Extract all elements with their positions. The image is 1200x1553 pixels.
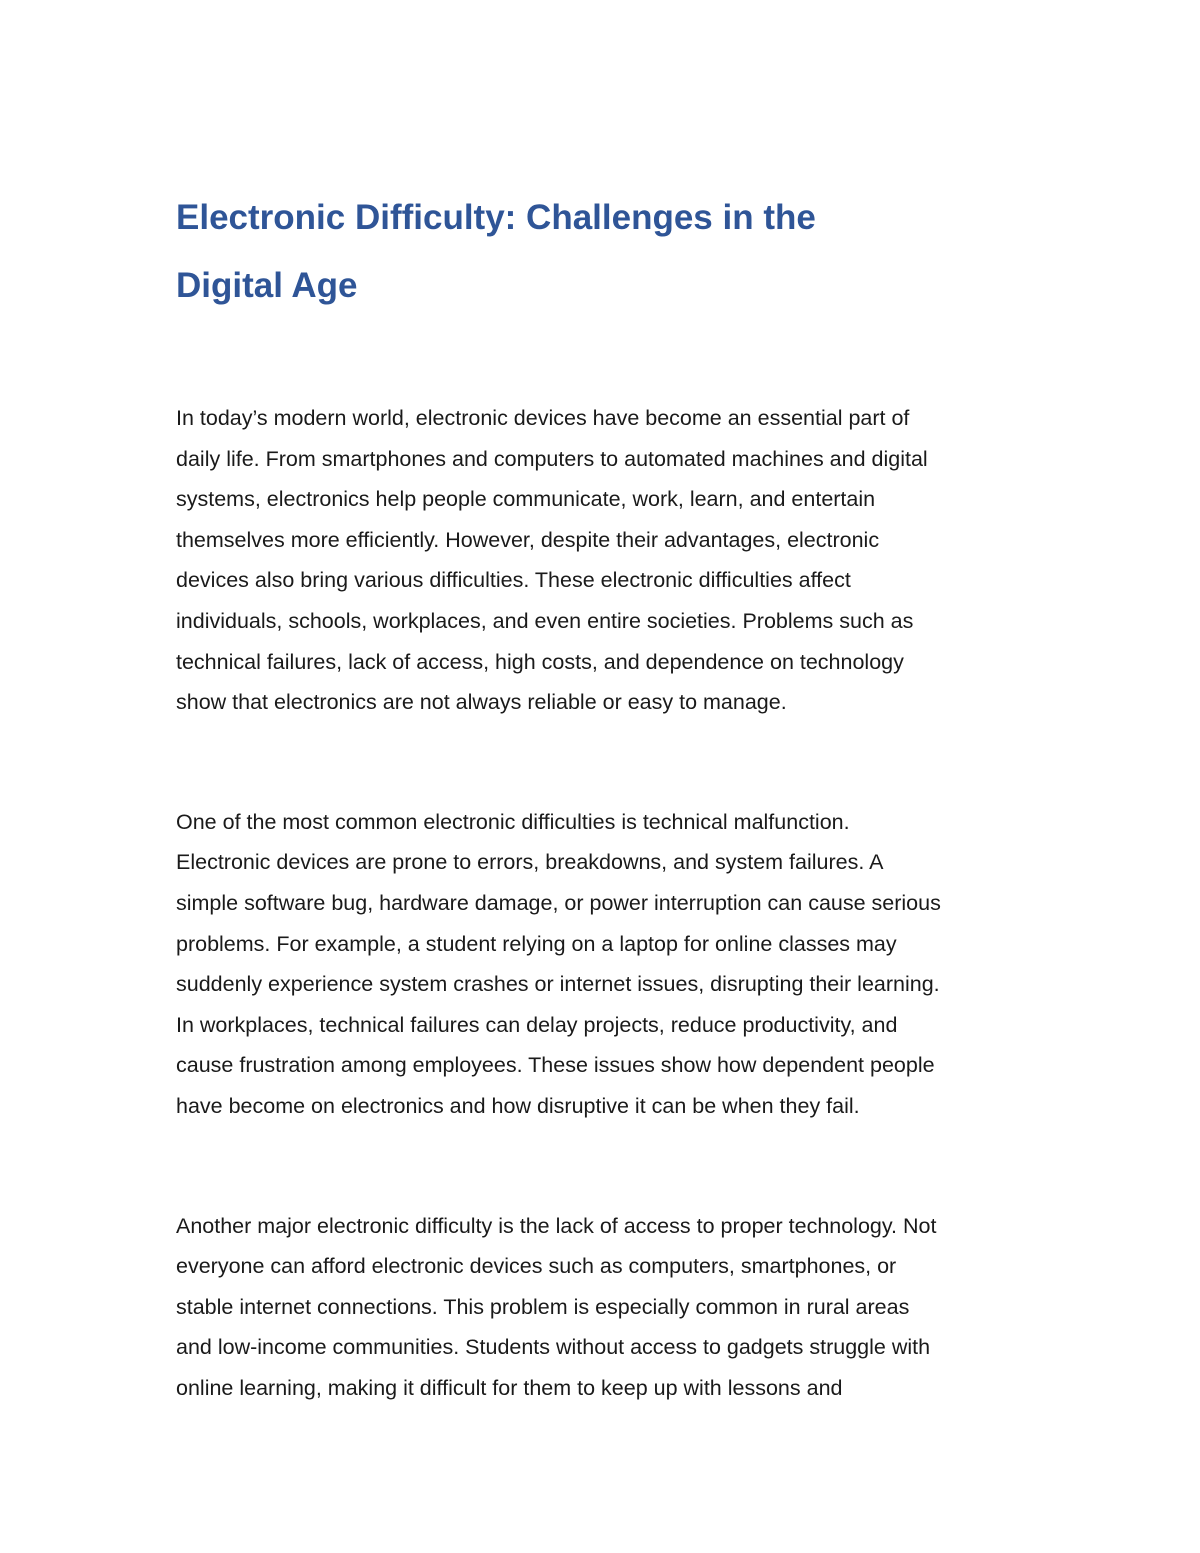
- text-line: In today’s modern world, electronic devices have become an essential part of: [176, 406, 910, 430]
- text-line: suddenly experience system crashes or internet issues, disrupting their learning.: [176, 972, 940, 997]
- text-line: stable internet connections. This problem is especially common in rural areas: [176, 1294, 910, 1319]
- title-line: Digital Age: [176, 266, 358, 305]
- paragraph-lack-of-access: [176, 1206, 1036, 1409]
- text-line: In workplaces, technical failures can delay projects, reduce productivity, and: [176, 1012, 898, 1037]
- paragraph-technical-malfunction: [176, 802, 1036, 1127]
- text-line: technical failures, lack of access, high costs, and dependence on technology: [176, 649, 904, 674]
- paragraph-introduction: [176, 398, 1036, 723]
- text-line: have become on electronics and how disruptive it can be when they fail.: [176, 1093, 860, 1118]
- text-line: devices also bring various difficulties. These electronic difficulties affect: [176, 568, 851, 593]
- text-line: themselves more efficiently. However, despite their advantages, electronic: [176, 527, 880, 552]
- text-line: individuals, schools, workplaces, and even entire societies. Problems such as: [176, 608, 914, 633]
- document-title: [176, 184, 1036, 320]
- text-line: systems, electronics help people communicate, work, learn, and entertain: [176, 487, 876, 512]
- text-line: everyone can afford electronic devices such as computers, smartphones, or: [176, 1254, 897, 1279]
- title-line: Electronic Difficulty: Challenges in the: [176, 198, 816, 237]
- text-line: One of the most common electronic difficulties is technical malfunction.: [176, 809, 850, 834]
- text-line: show that electronics are not always reliable or easy to manage.: [176, 690, 787, 715]
- text-line: daily life. From smartphones and computers to automated machines and digital: [176, 446, 928, 471]
- text-line: and low-income communities. Students without access to gadgets struggle with: [176, 1335, 931, 1360]
- text-line: Electronic devices are prone to errors, breakdowns, and system failures. A: [176, 850, 884, 875]
- text-line: simple software bug, hardware damage, or power interruption can cause serious: [176, 890, 941, 915]
- text-line: online learning, making it difficult for them to keep up with lessons and: [176, 1375, 843, 1400]
- text-line: problems. For example, a student relying on a laptop for online classes may: [176, 931, 897, 956]
- text-line: cause frustration among employees. These issues show how dependent people: [176, 1053, 935, 1078]
- document-content: [176, 184, 1036, 1408]
- text-line: Another major electronic difficulty is the lack of access to proper technology. Not: [176, 1213, 937, 1238]
